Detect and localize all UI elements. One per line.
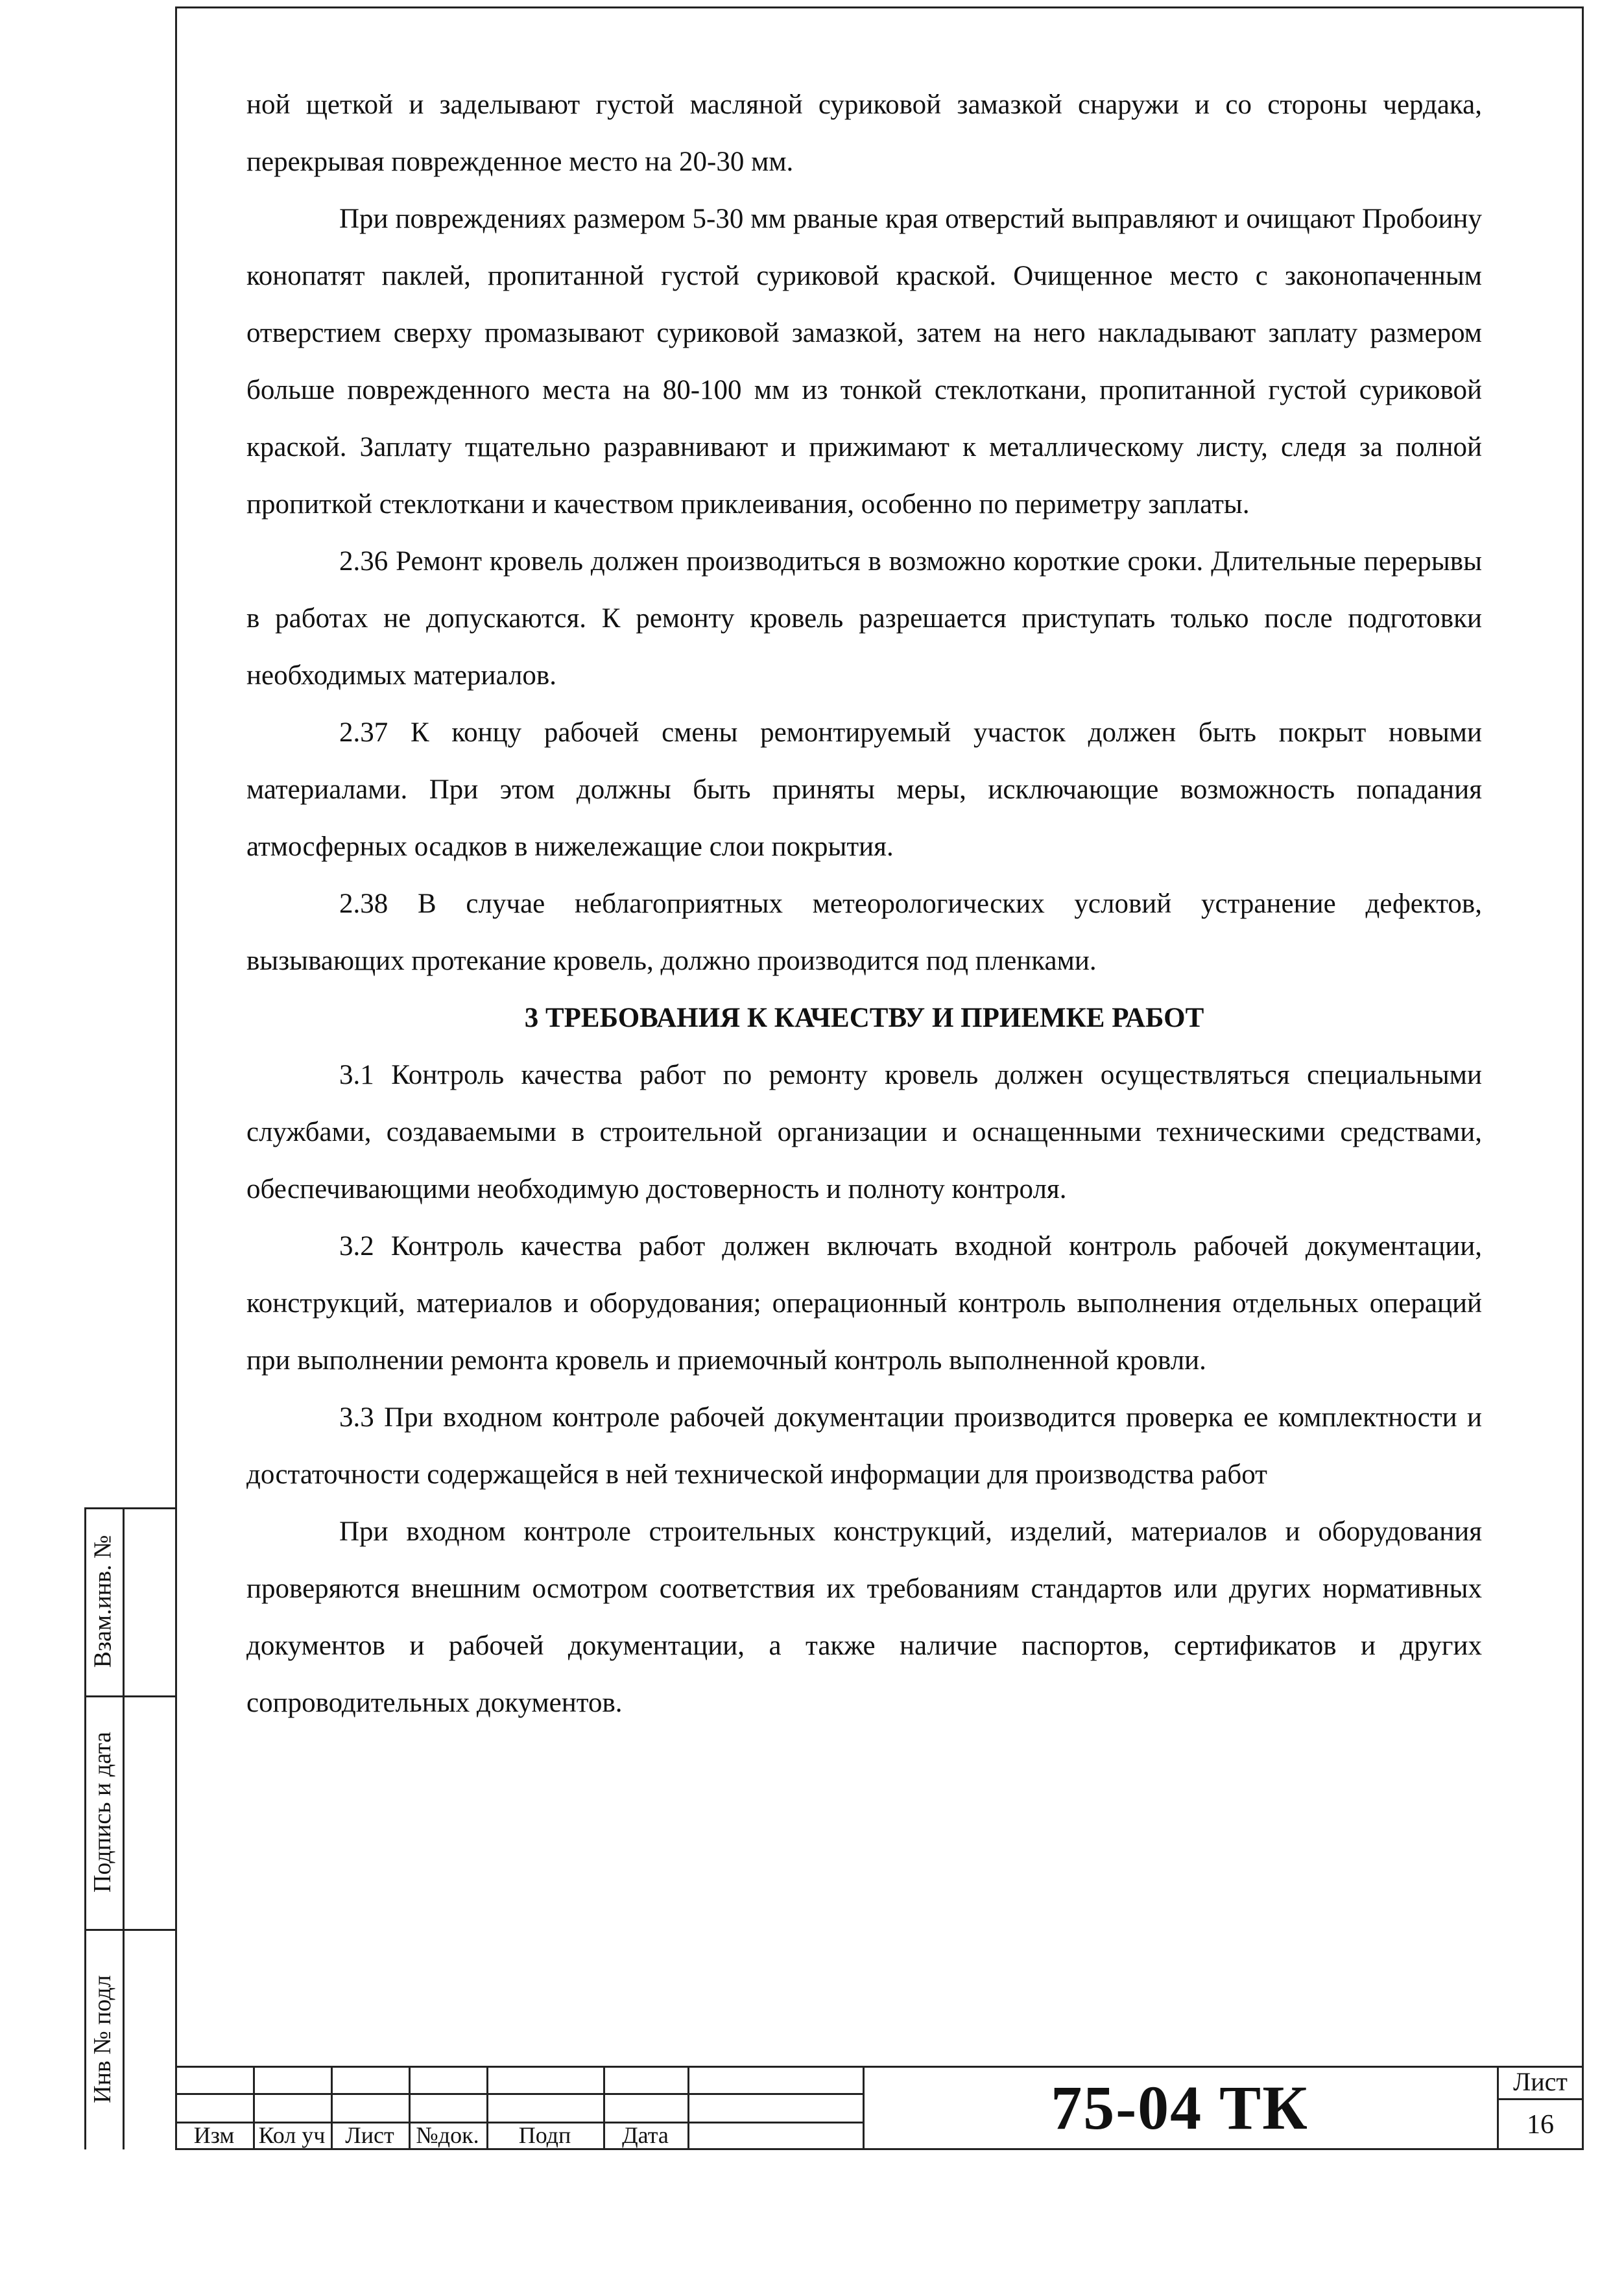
side-label-inv-podl: Инв № подл <box>89 1975 117 2103</box>
column-list: Лист <box>345 2122 394 2148</box>
section-heading: 3 ТРЕБОВАНИЯ К КАЧЕСТВУ И ПРИЕМКЕ РАБОТ <box>524 1003 1204 1033</box>
paragraph-2-36: 2.36 Ремонт кровель должен производиться в возможно короткие сроки. Длительные перерывы в работах не допускаются. К ремонту кровель разрешается приступать только после подготовки необходимых материалов. <box>246 546 1482 691</box>
title-block <box>175 2066 1584 2150</box>
paragraph-2-38: 2.38 В случае неблагоприятных метеорологических условий устранение дефектов, вызывающих протекание кровель, должно производится под пленками. <box>246 889 1482 976</box>
title-block-row-line <box>175 2093 863 2095</box>
paragraph: ной щеткой и заделывают густой масляной суриковой замазкой снаружи и со стороны чердака, перекрывая поврежденное место на 20-30 мм. <box>246 90 1482 177</box>
paragraph-2-37: 2.37 К концу рабочей смены ремонтируемый участок должен быть покрыт новыми материалами. При этом должны быть приняты меры, исключающие возможность попадания атмосферных осадков в нижележащие слои покрытия. <box>246 717 1482 862</box>
paragraph-3-2: 3.2 Контроль качества работ должен включать входной контроль рабочей документации, конструкций, материалов и оборудования; операционный контроль выполнения отдельных операций при выполнении ремонта кровель и приемочный контроль выполненной кровли. <box>246 1231 1482 1376</box>
column-kol-uch: Кол уч <box>258 2122 326 2148</box>
paragraph: При входном контроле строительных конструкций, изделий, материалов и оборудования проверяются внешним осмотром соответствия их требованиям стандартов или других нормативных документов и рабочей документации, а также наличие паспортов, сертификатов и других сопроводительных документов. <box>246 1516 1482 1718</box>
paragraph-3-3: 3.3 При входном контроле рабочей документации производится проверка ее комплектности и достаточности содержащейся в ней технической информации для производства работ <box>246 1402 1482 1490</box>
column-ndok: №док. <box>416 2122 479 2148</box>
paragraph-3-1: 3.1 Контроль качества работ по ремонту кровель должен осуществляться специальными службами, создаваемыми в строительной организации и оснащенными техническими средствами, обеспечивающими необходимую достоверность и полноту контроля. <box>246 1060 1482 1204</box>
column-podp: Подп <box>518 2122 571 2148</box>
column-data: Дата <box>622 2122 669 2148</box>
title-block-col-line <box>687 2066 689 2150</box>
document-body <box>246 77 1482 1732</box>
column-izm: Изм <box>193 2122 235 2148</box>
paragraph: При повреждениях размером 5-30 мм рваные края отверстий выправляют и очищают Пробоину конопатят паклей, пропитанной густой суриковой краской. Очищенное место с законопаченным отверстием сверху промазывают суриковой замазкой, затем на него накладывают заплату размером больше поврежденного места на 80-100 мм из тонкой стеклоткани, пропитанной густой суриковой краской. Заплату тщательно разравнивают и прижимают к металлическому листу, следя за полной пропиткой стеклоткани и качеством приклеивания, особенно по периметру заплаты. <box>246 204 1482 520</box>
side-stamp <box>84 1507 175 2149</box>
sheet-number: 16 <box>1527 2110 1554 2140</box>
title-block-top-border <box>175 2066 1584 2068</box>
side-label-vzam-inv: Взам.инв. № <box>89 1535 117 1668</box>
document-code: 75-04 ТК <box>1051 2072 1309 2142</box>
side-label-signature-date: Подпись и дата <box>89 1731 117 1893</box>
sheet-label: Лист <box>1513 2066 1568 2096</box>
